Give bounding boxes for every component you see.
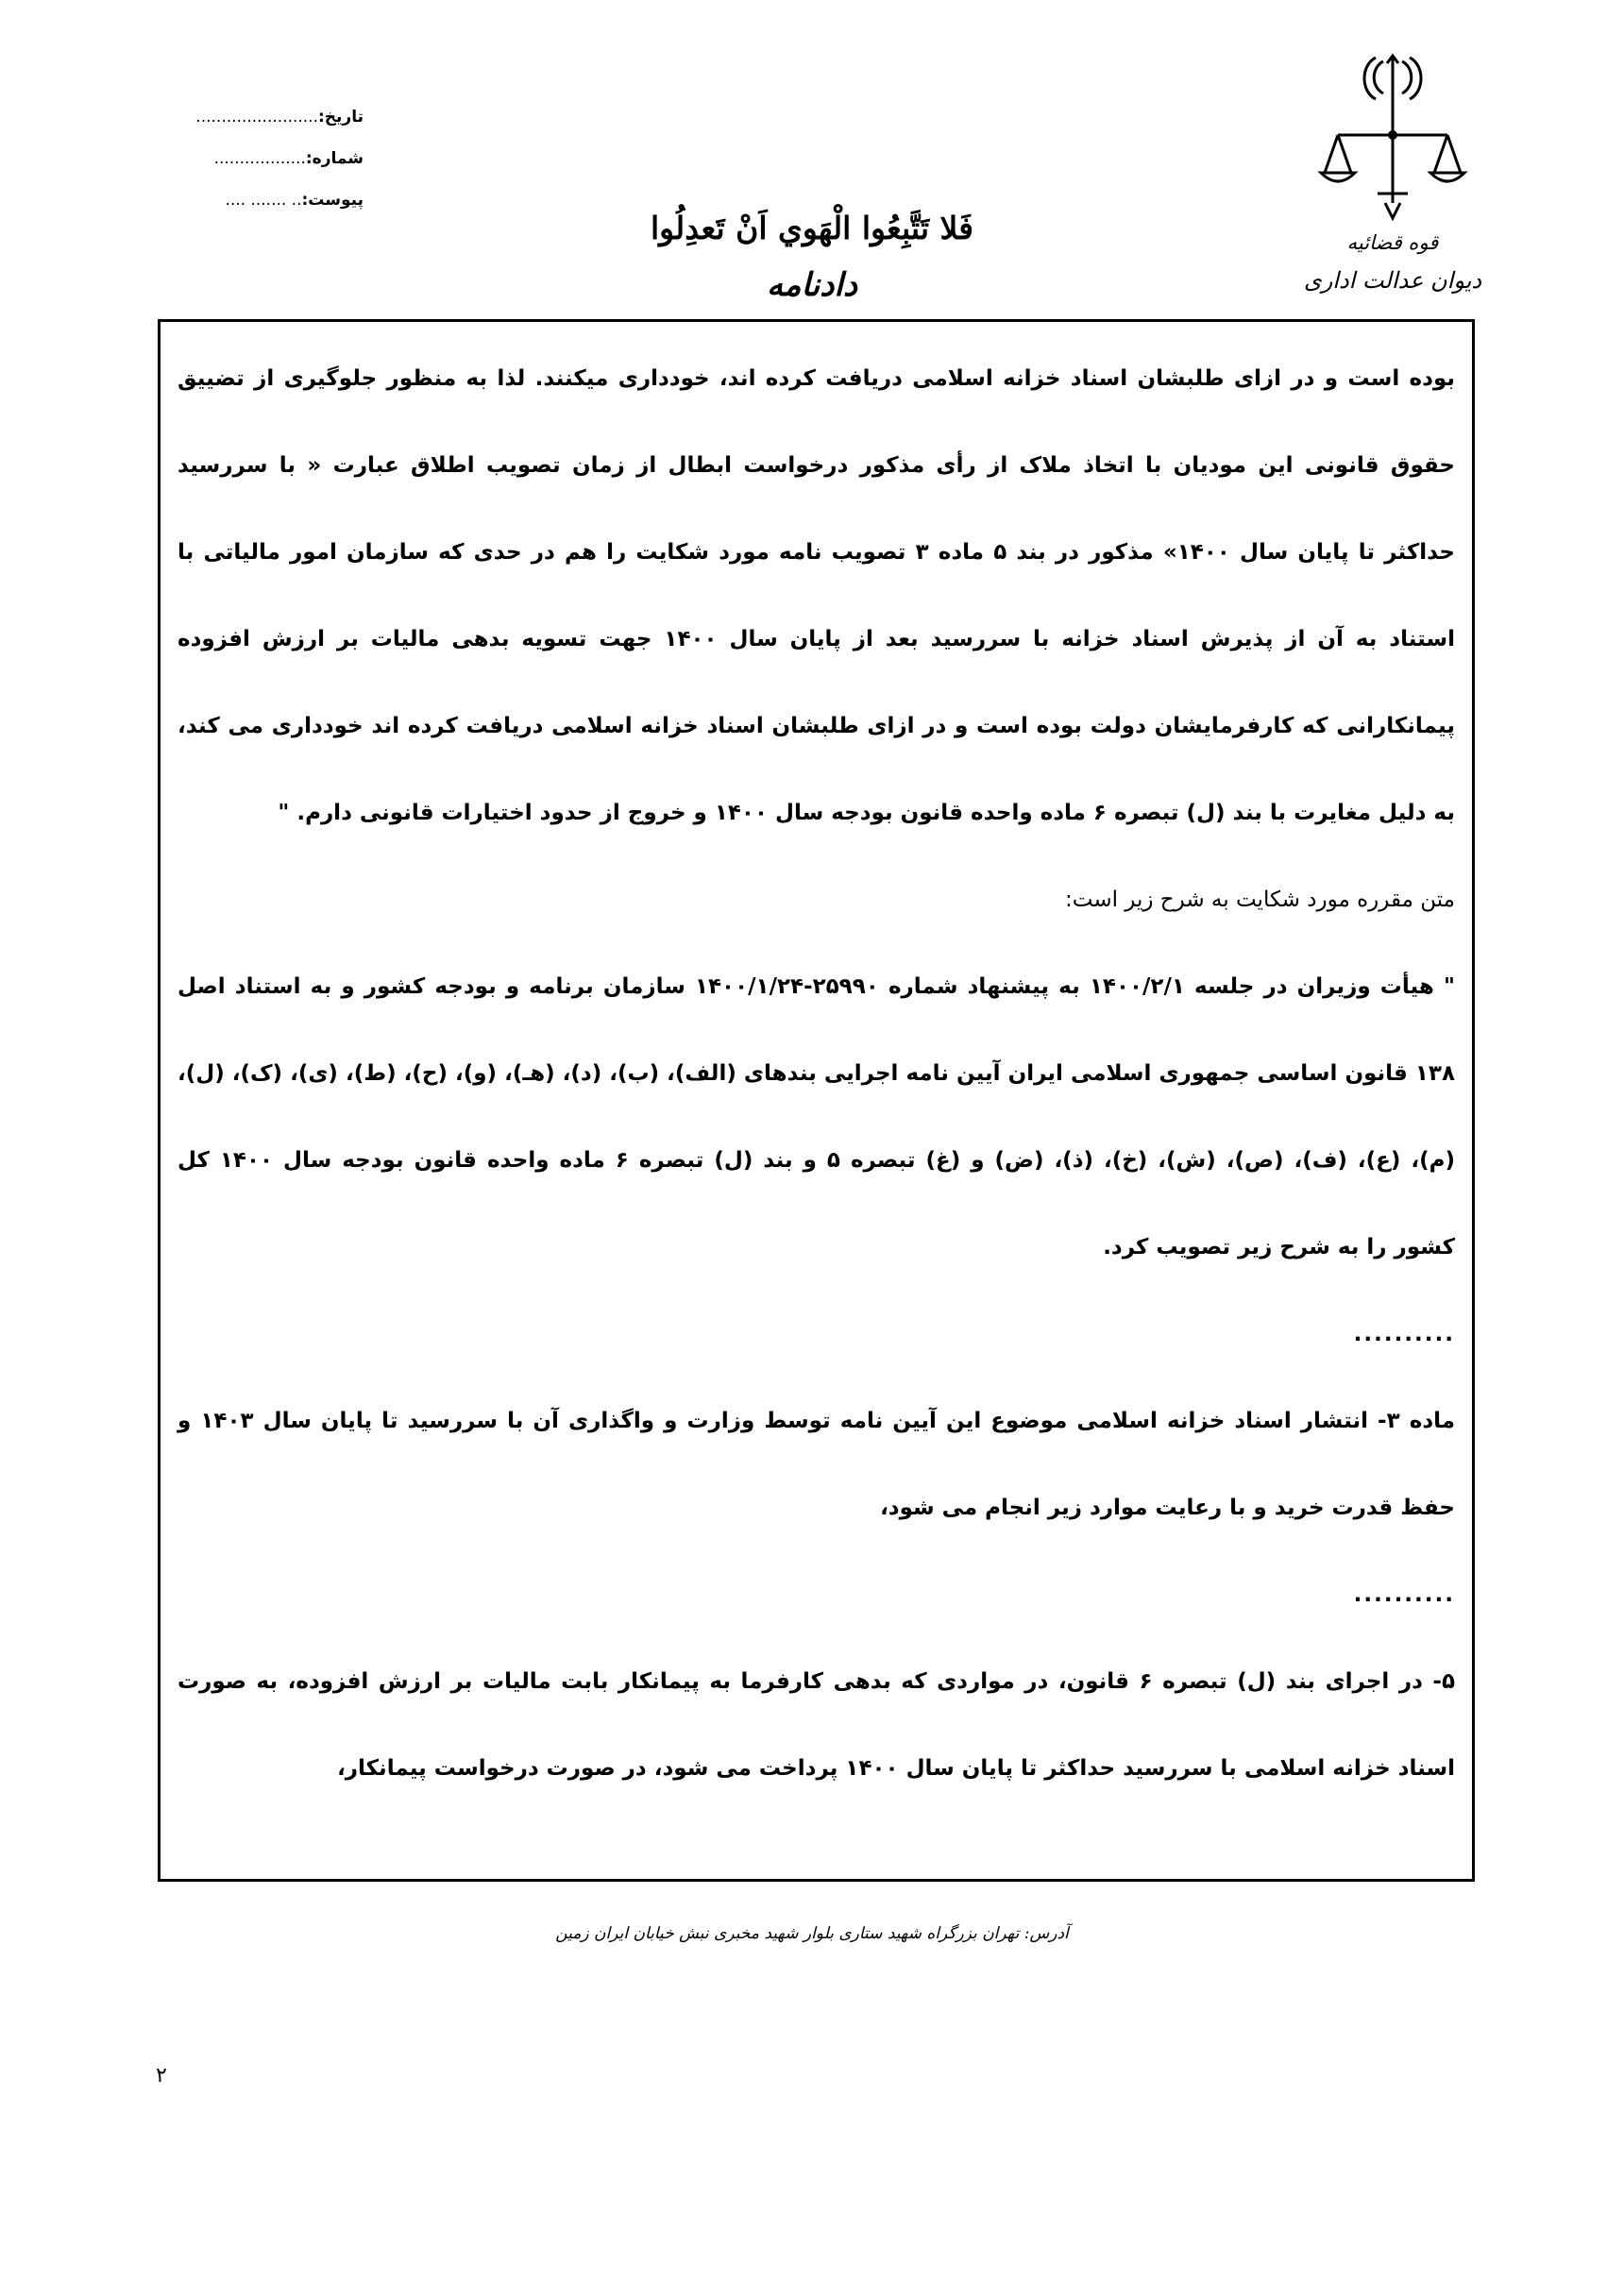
paragraph-intro: متن مقرره مورد شکایت به شرح زیر است: xyxy=(1064,888,1455,912)
footer-address: آدرس: تهران بزرگراه شهید ستاری بلوار شهید مخبری نبش خیابان ایران زمین xyxy=(555,1924,1069,1943)
paragraph-complaint: بوده است و در ازای طلبشان اسناد خزانه اسلامی دریافت کرده اند، خودداری میکنند. لذا به منظور جلوگیری از تضییق حقوق قانونی این مودیان با اتخاذ ملاک از رأی مذکور درخواست ابطال از زمان تصویب اطلاق عبارت « با سررسید حداکثر تا پایان سال ۱۴۰۰» مذکور در بند ۵ ماده ۳ تصویب نامه مورد شکایت را هم در حدی که سازمان امور مالیاتی با استناد به آن از پذیرش اسناد خزانه با سررسید بعد از پایان سال ۱۴۰۰ جهت تسویه بدهی مالیات بر ارزش افزوده پیمانکارانی که کارفرمایشان دولت بوده است و در ازای طلبشان اسناد خزانه اسلامی دریافت کرده اند خودداری می کند، به دلیل مغایرت با بند (ل) تبصره ۶ ماده واحده قانون بودجه سال ۱۴۰۰ و خروج از حدود اختیارات قانونی دارم. " xyxy=(178,366,1455,825)
number-value: .................. xyxy=(213,149,306,168)
ellipsis-line: .......... xyxy=(1353,1582,1455,1607)
attachment-label: پیوست: xyxy=(301,191,364,210)
date-label: تاریخ: xyxy=(318,108,364,127)
date-value: ........................ xyxy=(195,108,318,127)
page-number: ۲ xyxy=(156,2064,167,2088)
date-field xyxy=(156,96,364,138)
ellipsis-line: .......... xyxy=(1353,1322,1455,1346)
paragraph-clause-5: ۵- در اجرای بند (ل) تبصره ۶ قانون، در مواردی که بدهی کارفرما به پیمانکار بابت مالیات بر ارزش افزوده، به صورت اسناد خزانه اسلامی با سررسید حداکثر تا پایان سال ۱۴۰۰ پرداخت می شود، در صورت درخواست پیمانکار، xyxy=(178,1669,1456,1781)
court-name: دیوان عدالت اداری xyxy=(1303,267,1482,294)
judiciary-emblem xyxy=(1284,52,1501,294)
attachment-value: .. ....... .... xyxy=(225,191,302,210)
paragraph-article-3: ماده ۳- انتشار اسناد خزانه اسلامی موضوع این آیین نامه توسط وزارت و واگذاری آن با سررسید تا پایان سال ۱۴۰۳ و حفظ قدرت خرید و با رعایت موارد زیر انجام می شود، xyxy=(178,1409,1455,1520)
judiciary-caption: قوه قضائیه xyxy=(1346,231,1439,254)
number-label: شماره: xyxy=(305,149,364,168)
document-body xyxy=(178,335,1455,1812)
attachment-field xyxy=(156,179,364,221)
document-frame xyxy=(158,319,1475,1882)
number-field xyxy=(156,138,364,179)
header-fields xyxy=(156,96,364,221)
quran-verse: فَلا تَتَّبِعُوا الْهَوي اَنْ تَعدِلُوا xyxy=(650,210,974,246)
document-title: دادنامه xyxy=(767,266,857,304)
iran-emblem-scales-icon xyxy=(1317,52,1468,227)
paragraph-cabinet-decision: " هیأت وزیران در جلسه ۱۴۰۰/۲/۱ به پیشنهاد شماره ۲۵۹۹۰-۱۴۰۰/۱/۲۴ سازمان برنامه و بودجه کشور و به استناد اصل ۱۳۸ قانون اساسی جمهوری اسلامی ایران آیین نامه اجرایی بندهای (الف)، (ب)، (د)، (هـ)، (و)، (ح)، (ط)، (ی)، (ک)، (ل)، (م)، (ع)، (ف)، (ص)، (ش)، (خ)، (ذ)، (ض) و (غ) تبصره ۵ و بند (ل) تبصره ۶ ماده واحده قانون بودجه سال ۱۴۰۰ کل کشور را به شرح زیر تصویب کرد. xyxy=(178,974,1456,1260)
